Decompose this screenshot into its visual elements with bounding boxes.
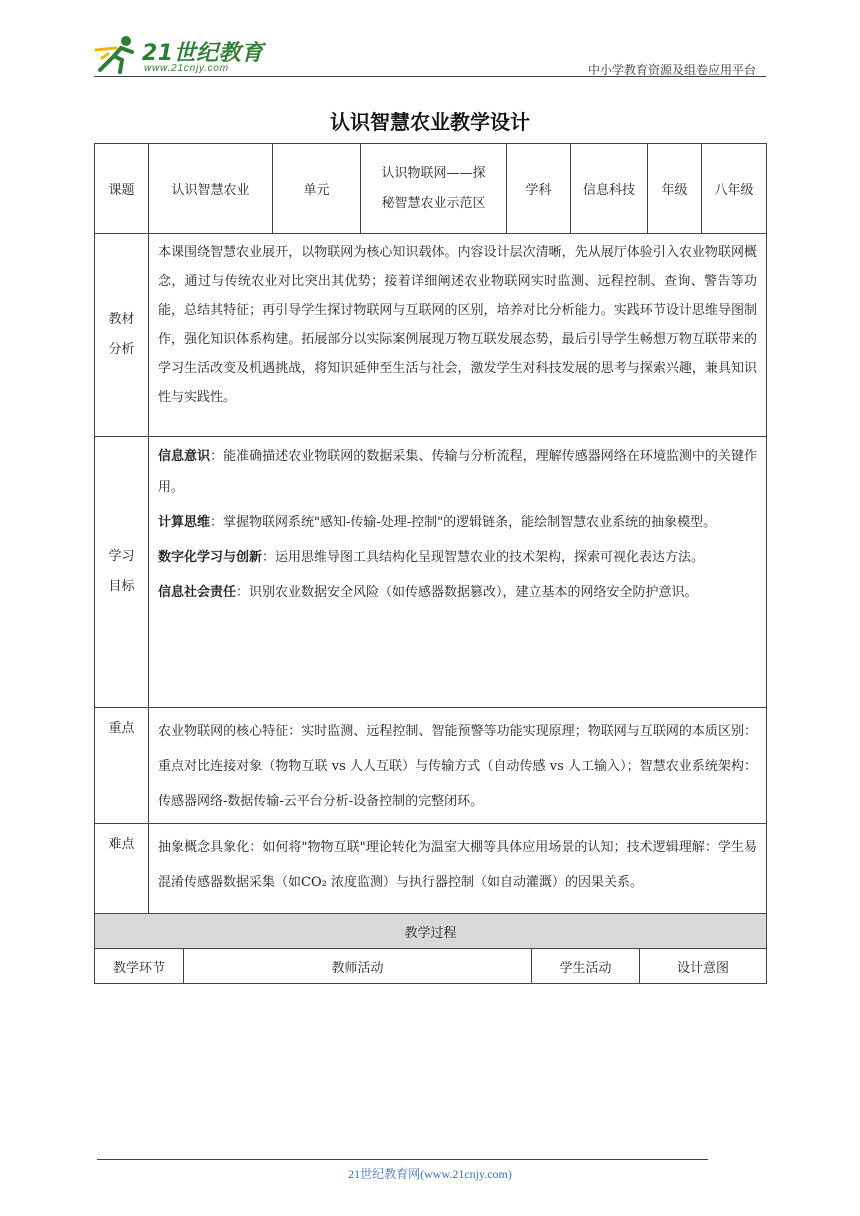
difficulties-text: 抽象概念具象化：如何将"物物互联"理论转化为温室大棚等具体应用场景的认知；技术逻辑理解：学生易混淆传感器数据采集（如CO₂ 浓度监测）与执行器控制（如自动灌溉）的因果关系。 [149, 824, 767, 928]
subject-label: 学科 [507, 144, 571, 234]
course-label: 课题 [95, 144, 149, 234]
unit-value [361, 144, 507, 234]
goal-text: ：运用思维导图工具结构化呈现智慧农业的技术架构，探索可视化表达方法。 [262, 550, 705, 565]
goals-label [95, 437, 149, 708]
goal-title: 计算思维 [158, 515, 211, 530]
column-header: 设计意图 [640, 949, 767, 984]
analysis-text: 本课围绕智慧农业展开，以物联网为核心知识载体。内容设计层次清晰，先从展厅体验引入农业物联网概念，通过与传统农业对比突出其优势；接着详细阐述农业物联网实时监测、远程控制、查询、警告等功能，总结其特征；再引导学生探讨物联网与互联网的区别，培养对比分析能力。实践环节设计思维导图制作，强化知识体系构建。拓展部分以实际案例展现万物互联发展态势，最后引导学生畅想万物互联带来的学习生活改变及机遇挑战，将知识延伸至生活与社会，激发学生对科技发展的思考与探索兴趣，兼具知识性与实践性。 [149, 234, 767, 437]
course-value: 认识智慧农业 [149, 144, 273, 234]
process-title: 教学过程 [95, 914, 767, 949]
document-title: 认识智慧农业教学设计 [330, 110, 530, 134]
goal-text: ：识别农业数据安全风险（如传感器数据篡改），建立基本的网络安全防护意识。 [236, 585, 698, 600]
goal-item [158, 441, 757, 503]
key-points-text: 农业物联网的核心特征：实时监测、远程控制、智能预警等功能实现原理；物联网与互联网的本质区别：重点对比连接对象（物物互联 vs 人人互联）与传输方式（自动传感 vs 人工输入）；智慧农业系统架构：传感器网络-数据传输-云平台分析-设备控制的完整闭环。 [149, 708, 767, 824]
unit-label: 单元 [273, 144, 361, 234]
platform-name: 中小学教育资源及组卷应用平台 [587, 63, 756, 77]
info-row [95, 144, 767, 234]
difficulties-label: 难点 [95, 824, 149, 928]
difficulties-row [95, 824, 767, 928]
grade-value: 八年级 [702, 144, 767, 234]
analysis-row [95, 234, 767, 437]
goal-item [158, 577, 757, 608]
goal-title: 信息社会责任 [158, 585, 237, 600]
key-points-row [95, 708, 767, 824]
logo-url: www.21cnjy.com [144, 63, 229, 74]
analysis-label-line2: 分析 [108, 342, 135, 357]
analysis-label-line1: 教材 [108, 312, 135, 327]
column-header: 教学环节 [95, 949, 184, 984]
goal-title: 信息意识 [158, 449, 211, 464]
goals-row [95, 437, 767, 708]
column-header: 教师活动 [184, 949, 532, 984]
goal-item [158, 542, 757, 573]
unit-value-line1: 认识物联网——探 [381, 165, 486, 181]
goal-title: 数字化学习与创新 [158, 550, 263, 565]
subject-value: 信息科技 [571, 144, 648, 234]
runner-logo-icon [94, 34, 140, 74]
analysis-label [95, 234, 149, 437]
key-points-label: 重点 [95, 708, 149, 824]
goal-text: ：能准确描述农业物联网的数据采集、传输与分析流程，理解传感器网络在环境监测中的关键作用。 [158, 449, 757, 495]
goal-text: ：掌握物联网系统"感知-传输-处理-控制"的逻辑链条，能绘制智慧农业系统的抽象模型。 [210, 515, 717, 530]
teaching-process-table [94, 913, 767, 984]
goals-list [149, 437, 767, 708]
lesson-info-table [94, 143, 767, 928]
logo [94, 32, 264, 76]
footer-divider [97, 1159, 708, 1160]
goals-label-line1: 学习 [108, 549, 135, 564]
process-header-row [95, 949, 767, 984]
header-divider [94, 76, 766, 77]
grade-label: 年级 [648, 144, 702, 234]
page-header [94, 32, 766, 78]
goals-label-line2: 目标 [108, 579, 135, 594]
process-title-row [95, 914, 767, 949]
logo-text: 21世纪教育 [142, 41, 264, 66]
column-header: 学生活动 [532, 949, 640, 984]
footer-text[interactable]: 21世纪教育网(www.21cnjy.com) [348, 1167, 512, 1181]
unit-value-line2: 秘智慧农业示范区 [381, 195, 486, 211]
goal-item [158, 507, 757, 538]
